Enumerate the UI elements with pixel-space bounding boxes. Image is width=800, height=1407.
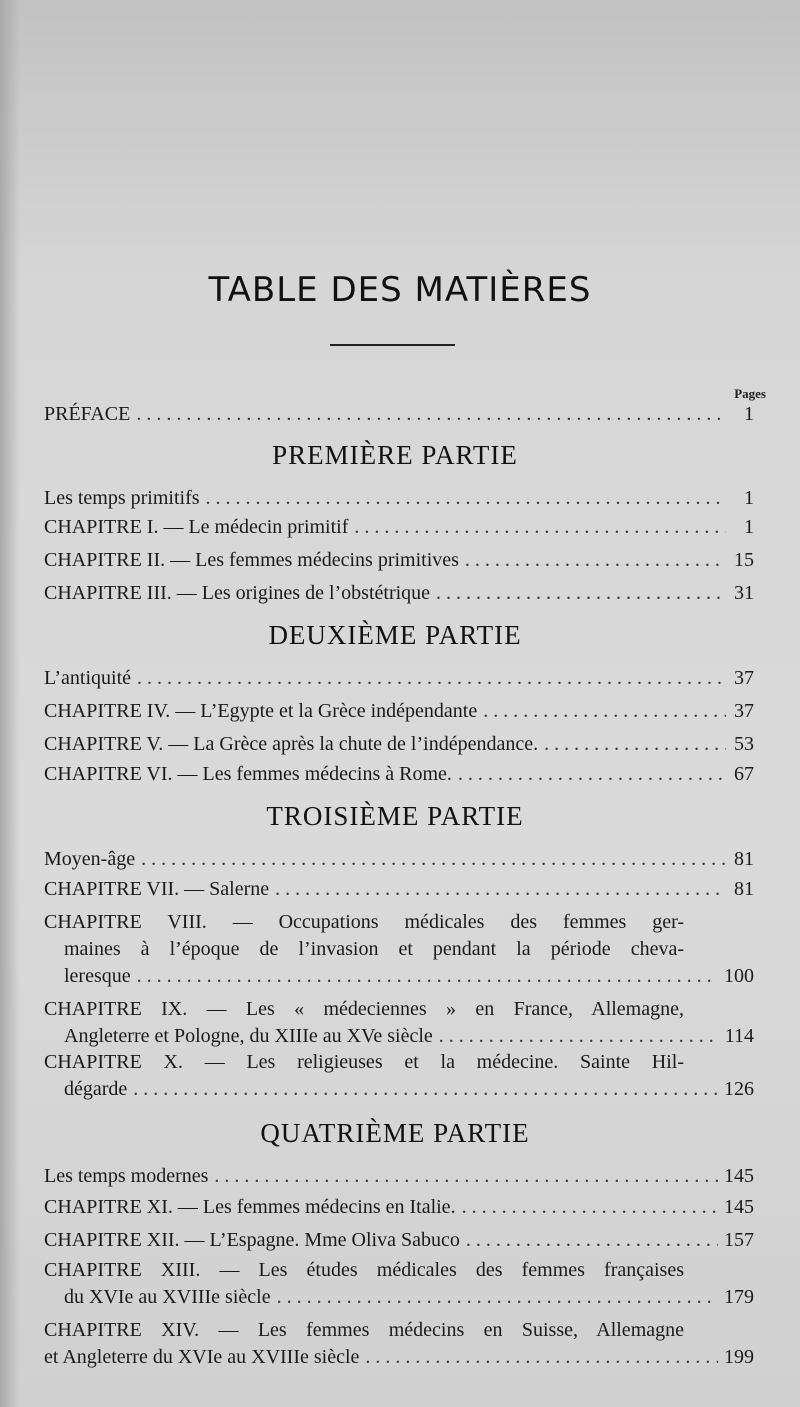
toc-entry-label: CHAPITRE XI. — Les femmes médecins en Italie.	[44, 1196, 456, 1218]
toc-page-number: 1	[744, 487, 754, 509]
toc-page-number: 37	[734, 700, 754, 722]
toc-page-number: 100	[724, 965, 754, 987]
dot-leader	[439, 1023, 719, 1049]
dot-leader	[458, 761, 726, 787]
toc-entry-label: CHAPITRE XII. — L’Espagne. Mme Oliva Sabuco	[44, 1229, 460, 1251]
toc-entry-label: CHAPITRE III. — Les origines de l’obstétrique	[44, 582, 431, 604]
toc-entry-label: PRÉFACE	[44, 403, 131, 425]
page-title: TABLE DES MATIÈRES	[208, 270, 592, 310]
toc-page-number: 145	[724, 1165, 754, 1187]
dot-leader	[465, 547, 726, 573]
toc-entry	[44, 514, 754, 540]
toc-entry	[44, 665, 754, 691]
dot-leader	[141, 846, 726, 872]
toc-entry-label: dégarde	[64, 1078, 128, 1100]
toc-entry-line: CHAPITRE XIII. — Les études médicales des femmes françaises	[44, 1259, 684, 1281]
toc-entry-label: CHAPITRE V. — La Grèce après la chute de l’indépendance.	[44, 733, 539, 755]
toc-entry-label: CHAPITRE I. — Le médecin primitif	[44, 516, 349, 538]
dot-leader	[354, 514, 726, 540]
toc-entry-line: CHAPITRE VIII. — Occupations médicales des femmes ger-	[44, 911, 684, 933]
toc-entry	[64, 1076, 754, 1102]
toc-entry	[64, 963, 754, 989]
dot-leader	[133, 1076, 718, 1102]
toc-page-number: 81	[734, 878, 754, 900]
dot-leader	[277, 1284, 718, 1310]
toc-entry-label: et Angleterre du XVIe au XVIIIe siècle	[44, 1346, 360, 1368]
toc-entry-label: Moyen-âge	[44, 848, 136, 870]
toc-page-number: 1	[744, 403, 754, 425]
pages-column-header: Pages	[734, 386, 766, 401]
toc-entry-label: Angleterre et Pologne, du XIIIe au XVe siècle	[64, 1025, 433, 1047]
part-heading-4: QUATRIÈME PARTIE	[260, 1118, 530, 1148]
toc-page-number: 145	[724, 1196, 754, 1218]
part-heading-1: PREMIÈRE PARTIE	[272, 440, 518, 470]
part-heading-2: DEUXIÈME PARTIE	[268, 620, 522, 650]
toc-page-number: 15	[734, 549, 754, 571]
toc-page-number: 126	[724, 1078, 754, 1100]
toc-entry-line: CHAPITRE IX. — Les « médeciennes » en France, Allemagne,	[44, 998, 684, 1020]
toc-entry	[44, 485, 754, 511]
toc-entry-label: CHAPITRE VII. — Salerne	[44, 878, 270, 900]
toc-entry	[44, 1227, 754, 1253]
toc-entry-line: CHAPITRE XIV. — Les femmes médecins en Suisse, Allemagne	[44, 1319, 684, 1341]
toc-entry-label: CHAPITRE IV. — L’Egypte et la Grèce indépendante	[44, 700, 478, 722]
toc-entry	[44, 698, 754, 724]
toc-entry-label: Les temps primitifs	[44, 487, 200, 509]
toc-entry	[44, 876, 754, 902]
dot-leader	[275, 876, 726, 902]
toc-entry	[64, 1284, 754, 1310]
toc-page-number: 31	[734, 582, 754, 604]
toc-entry	[44, 731, 754, 757]
toc-page-number: 199	[724, 1346, 754, 1368]
toc-entry-label: leresque	[64, 965, 131, 987]
toc-entry-label: L’antiquité	[44, 667, 132, 689]
dot-leader	[136, 401, 726, 427]
dot-leader	[214, 1163, 718, 1189]
toc-entry	[44, 547, 754, 573]
toc-entry	[44, 580, 754, 606]
toc-page-number: 67	[734, 763, 754, 785]
dot-leader	[483, 698, 726, 724]
toc-page-number: 179	[724, 1286, 754, 1308]
dot-leader	[206, 485, 726, 511]
toc-entry	[44, 1194, 754, 1220]
toc-entry-label: du XVIe au XVIIIe siècle	[64, 1286, 271, 1308]
toc-page-number: 157	[724, 1229, 754, 1251]
toc-entry	[44, 761, 754, 787]
toc-entry	[64, 1023, 754, 1049]
toc-entry-label: Les temps modernes	[44, 1165, 209, 1187]
toc-entry	[44, 846, 754, 872]
toc-entry-label: CHAPITRE II. — Les femmes médecins primitives	[44, 549, 459, 571]
dot-leader	[436, 580, 726, 606]
toc-entry-line: maines à l’époque de l’invasion et pendant la période cheva-	[64, 938, 684, 960]
toc-page-number: 1	[744, 516, 754, 538]
toc-page-number: 53	[734, 733, 754, 755]
dot-leader	[137, 963, 718, 989]
dot-leader	[462, 1194, 718, 1220]
title-rule	[330, 344, 455, 346]
dot-leader	[544, 731, 726, 757]
toc-page-number: 37	[734, 667, 754, 689]
toc-page-number: 114	[724, 1025, 754, 1047]
toc-entry	[44, 1163, 754, 1189]
dot-leader	[365, 1344, 718, 1370]
dot-leader	[137, 665, 726, 691]
part-heading-3: TROISIÈME PARTIE	[266, 801, 524, 831]
toc-entry	[44, 1344, 754, 1370]
toc-entry-label: CHAPITRE VI. — Les femmes médecins à Rome.	[44, 763, 452, 785]
dot-leader	[466, 1227, 718, 1253]
toc-entry-line: CHAPITRE X. — Les religieuses et la médecine. Sainte Hil-	[44, 1051, 684, 1073]
toc-entry-preface	[44, 401, 754, 427]
toc-page-number: 81	[734, 848, 754, 870]
